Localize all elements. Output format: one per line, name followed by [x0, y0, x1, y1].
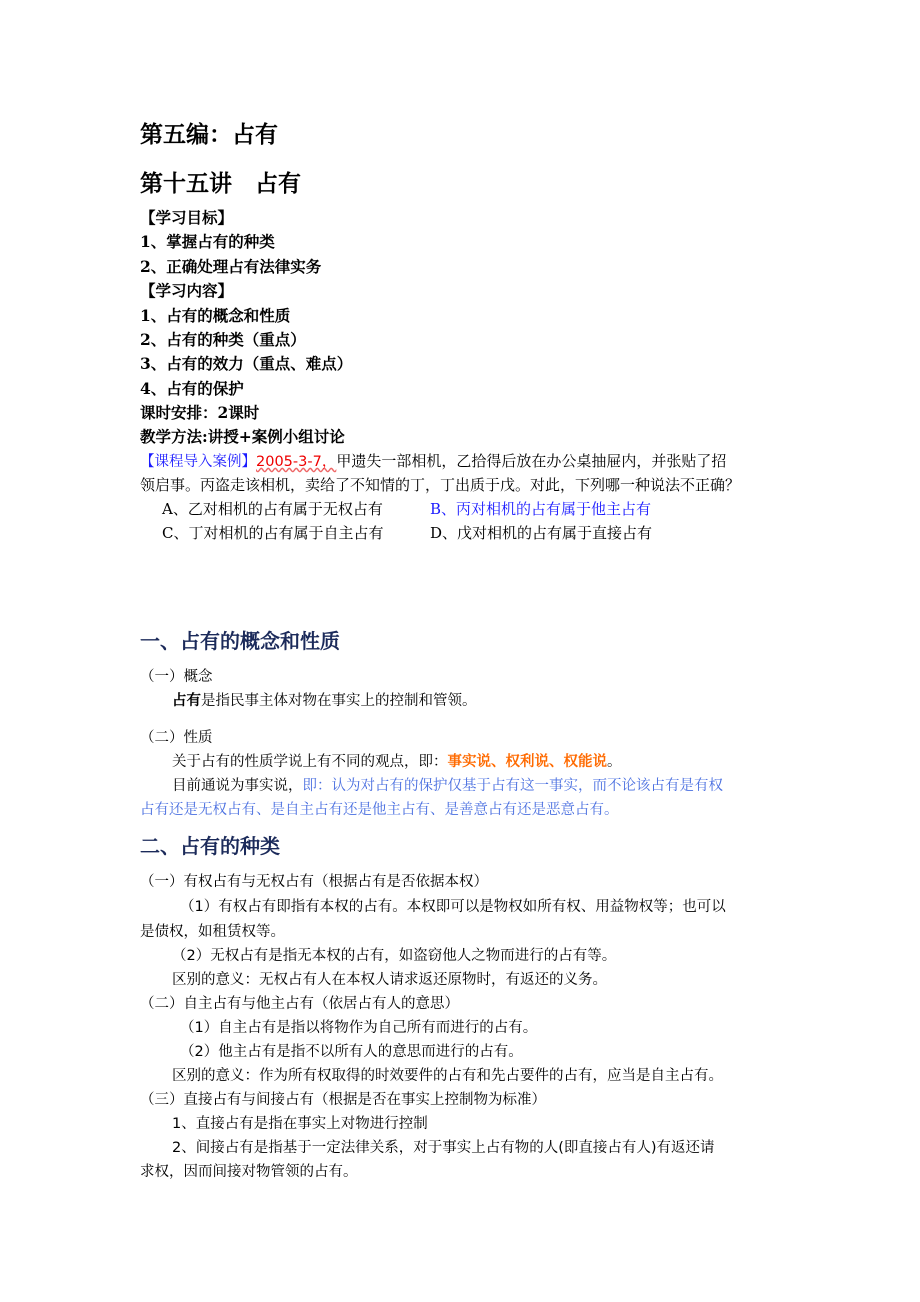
option-c: C、丁对相机的占有属于自主占有: [162, 524, 384, 542]
line: 是债权，如租赁权等。: [140, 924, 285, 940]
definition-text: 是指民事主体对物在事实上的控制和管领。: [201, 693, 477, 709]
section-1-title: 一、占有的概念和性质: [140, 629, 340, 653]
subheading: （一）概念: [140, 669, 213, 685]
case-text: 甲遗失一部相机，乙拾得后放在办公桌抽屉内，并张贴了招: [336, 452, 727, 470]
line: （三）直接占有与间接占有（根据是否在事实上控制物为标准）: [140, 1092, 546, 1108]
content-item: 4、占有的保护: [140, 379, 244, 398]
option-d: D、戊对相机的占有属于直接占有: [430, 524, 653, 542]
definition: [172, 691, 477, 711]
case-label: 【课程导入案例】: [140, 454, 256, 470]
highlight: 事实说、权利说、权能说: [447, 754, 607, 770]
text: 关于占有的性质学说上有不同的观点，即：: [172, 754, 448, 770]
case-line-1: [140, 451, 726, 472]
highlight: 即：认为对占有的保护仅基于占有这一事实，而不论该占有是有权: [302, 778, 723, 794]
text: 。: [607, 754, 622, 770]
line: （1）自主占有是指以将物作为自己所有而进行的占有。: [180, 1020, 538, 1036]
option-a: A、乙对相机的占有属于无权占有: [162, 500, 383, 518]
content-label: 【学习内容】: [140, 281, 234, 300]
line: （1）有权占有即指有本权的占有。本权即可以是物权如所有权、用益物权等；也可以: [180, 899, 726, 915]
goal-item: 1、掌握占有的种类: [140, 232, 275, 251]
section-2-title: 二、占有的种类: [140, 834, 280, 858]
paragraph: 占有还是无权占有、是自主占有还是他主占有、是善意占有还是恶意占有。: [140, 802, 619, 818]
content-item: 1、占有的概念和性质: [140, 306, 291, 325]
content-item: 2、占有的种类（重点）: [140, 330, 306, 349]
case-line-2: 领启事。丙盗走该相机，卖给了不知情的丁，丁出质于戊。对此，下列哪一种说法不正确？: [140, 476, 741, 494]
part-title: 第五编：占有: [140, 121, 278, 148]
option-b: B、丙对相机的占有属于他主占有: [430, 500, 652, 518]
line: （二）自主占有与他主占有（依居占有人的意思）: [140, 996, 459, 1012]
lecture-title: 第十五讲 占有: [140, 170, 301, 197]
line: 1、直接占有是指在事实上对物进行控制: [172, 1116, 428, 1132]
line: 2、间接占有是指基于一定法律关系，对于事实上占有物的人(即直接占有人)有返还请: [172, 1140, 715, 1156]
goal-item: 2、正确处理占有法律实务: [140, 257, 322, 276]
text: 目前通说为事实说，: [172, 778, 303, 794]
line: 区别的意义：作为所有权取得的时效要件的占有和先占要件的占有，应当是自主占有。: [172, 1068, 723, 1084]
paragraph: [172, 776, 723, 796]
line: （2）他主占有是指不以所有人的意思而进行的占有。: [180, 1044, 523, 1060]
line: 区别的意义：无权占有人在本权人请求返还原物时，有返还的义务。: [172, 972, 607, 988]
subheading: （二）性质: [140, 730, 213, 746]
line: （2）无权占有是指无本权的占有，如盗窃他人之物而进行的占有等。: [172, 948, 617, 964]
goals-label: 【学习目标】: [140, 208, 234, 227]
case-date: 2005-3-7，: [256, 454, 337, 470]
term: 占有: [172, 693, 201, 709]
line: （一）有权占有与无权占有（根据占有是否依据本权）: [140, 874, 488, 890]
line: 求权，因而间接对物管领的占有。: [140, 1164, 358, 1180]
schedule: 课时安排：2课时: [140, 403, 260, 422]
paragraph: [172, 752, 622, 772]
method: 教学方法:讲授+案例小组讨论: [140, 427, 345, 446]
content-item: 3、占有的效力（重点、难点）: [140, 354, 353, 373]
